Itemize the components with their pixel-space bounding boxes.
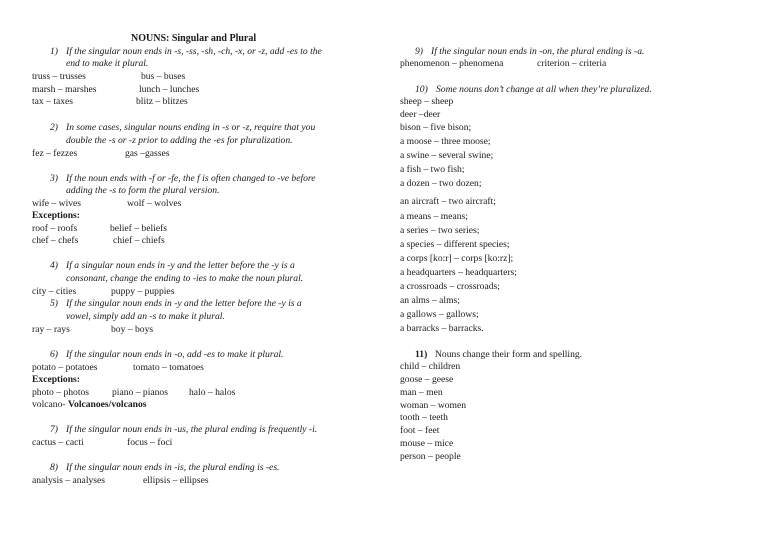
example: ray – rays: [32, 324, 70, 335]
example: belief – beliefs: [110, 223, 168, 234]
rule-10-text-line1: Some nouns don’t change at all when they’re pluralized.: [436, 84, 652, 95]
list-item: a fish – two fish;: [400, 164, 465, 175]
example: chef – chefs: [32, 235, 79, 246]
rule-6-number: 6): [50, 349, 58, 360]
rule-5-text-line2: vowel, simply add an -s to make it plural.: [66, 311, 225, 322]
list-item: a headquarters – headquarters;: [400, 267, 517, 278]
rule-6-text-line1: If the singular noun ends in -o, add -es to make it plural.: [66, 349, 284, 360]
rule-4-text-line1: If a singular noun ends in -y and the letter before the -y is a: [66, 260, 295, 271]
example: piano – pianos: [112, 387, 168, 398]
example: criterion – criteria: [537, 58, 607, 69]
example: bus – buses: [141, 71, 186, 82]
list-item: a crossroads – crossroads;: [400, 281, 500, 292]
list-item: an aircraft – two aircraft;: [400, 196, 496, 207]
list-item: goose – geese: [400, 374, 454, 385]
rule-2-number: 2): [50, 122, 58, 133]
list-item: an alms – alms;: [400, 295, 460, 306]
rule-11-text: Nouns change their form and spelling.: [435, 349, 583, 360]
rule-9-text-line1: If the singular noun ends in -on, the plural ending is -a.: [431, 46, 645, 57]
list-item: a species – different species;: [400, 239, 510, 250]
list-item: a series – two series;: [400, 225, 480, 236]
rule-3-text-line1: If the noun ends with -f or -fe, the f is often changed to -ve before: [66, 173, 316, 184]
list-item: bison – five bison;: [400, 122, 472, 133]
example: potato – potatoes: [32, 362, 98, 373]
list-item: mouse – mice: [400, 438, 454, 449]
volcano-plural: Volcanoes/volcanos: [67, 399, 147, 410]
example: tax – taxes: [32, 96, 74, 107]
list-item: a barracks – barracks.: [400, 323, 484, 334]
example: phenomenon – phenomena: [400, 58, 504, 69]
volcano-prefix: volcano-: [32, 399, 68, 410]
list-item: child – children: [400, 361, 461, 372]
example: tomato – tomatoes: [133, 362, 204, 373]
example: truss – trusses: [32, 71, 86, 82]
rule-4-number: 4): [50, 260, 58, 271]
rule-3-number: 3): [50, 173, 58, 184]
example: boy – boys: [111, 324, 154, 335]
rule-1-text-line2: end to make it plural.: [66, 58, 149, 69]
example: analysis – analyses: [32, 475, 106, 486]
example: blitz – blitzes: [136, 96, 188, 107]
example-volcano: [32, 399, 147, 411]
rule-3-text-line2: adding the -s to form the plural version.: [66, 185, 220, 196]
list-item: man – men: [400, 387, 443, 398]
rule-10-number: 10): [415, 84, 428, 95]
rule-4-text-line2: consonant, change the ending to -ies to make the noun plural.: [66, 273, 304, 284]
rule-7-text-line1: If the singular noun ends in -us, the plural ending is frequently -i.: [66, 424, 318, 435]
example: lunch – lunches: [139, 84, 200, 95]
example: photo – photos: [32, 387, 90, 398]
exceptions-label: Exceptions:: [32, 374, 80, 385]
example: roof – roofs: [32, 223, 78, 234]
rule-11-number: 11): [415, 349, 428, 360]
example: chief – chiefs: [113, 235, 165, 246]
page-title: NOUNS: Singular and Plural: [131, 33, 257, 44]
example: gas –gasses: [125, 148, 170, 159]
list-item: sheep – sheep: [400, 96, 454, 107]
list-item: a gallows – gallows;: [400, 309, 479, 320]
rule-2-text-line2: double the -s or -z prior to adding the -es for pluralization.: [66, 135, 293, 146]
example: focus – foci: [127, 437, 173, 448]
example: ellipsis – ellipses: [143, 475, 209, 486]
list-item: deer –deer: [400, 109, 441, 120]
list-item: foot – feet: [400, 425, 440, 436]
example: cactus – cacti: [32, 437, 84, 448]
example: fez – fezzes: [32, 148, 78, 159]
example: halo – halos: [189, 387, 236, 398]
list-item: woman – women: [400, 400, 467, 411]
rule-8-text-line1: If the singular noun ends in -is, the plural ending is -es.: [66, 462, 280, 473]
rule-2-text-line1: In some cases, singular nouns ending in -s or -z, require that you: [66, 122, 316, 133]
rule-1-text-line1: If the singular noun ends in -s, -ss, -sh, -ch, -x, or -z, add -es to the: [66, 46, 322, 57]
list-item: tooth – teeth: [400, 412, 448, 423]
example: puppy – puppies: [111, 286, 175, 297]
rule-5-number: 5): [50, 298, 58, 309]
exceptions-label: Exceptions:: [32, 210, 80, 221]
list-item: person – people: [400, 451, 461, 462]
list-item: a swine – several swine;: [400, 150, 494, 161]
rule-9-number: 9): [415, 46, 423, 57]
list-item: a corps [ko:r] – corps [ko:rz];: [400, 253, 514, 264]
example: wolf – wolves: [127, 198, 182, 209]
list-item: a moose – three moose;: [400, 136, 491, 147]
example: city – cities: [32, 286, 77, 297]
rule-1-number: 1): [50, 46, 58, 57]
list-item: a means – means;: [400, 211, 468, 222]
rule-5-text-line1: If the singular noun ends in -y and the letter before the -y is a: [66, 298, 302, 309]
example: marsh – marshes: [32, 84, 97, 95]
rule-7-number: 7): [50, 424, 58, 435]
example: wife – wives: [32, 198, 82, 209]
rule-8-number: 8): [50, 462, 58, 473]
list-item: a dozen – two dozen;: [400, 178, 482, 189]
